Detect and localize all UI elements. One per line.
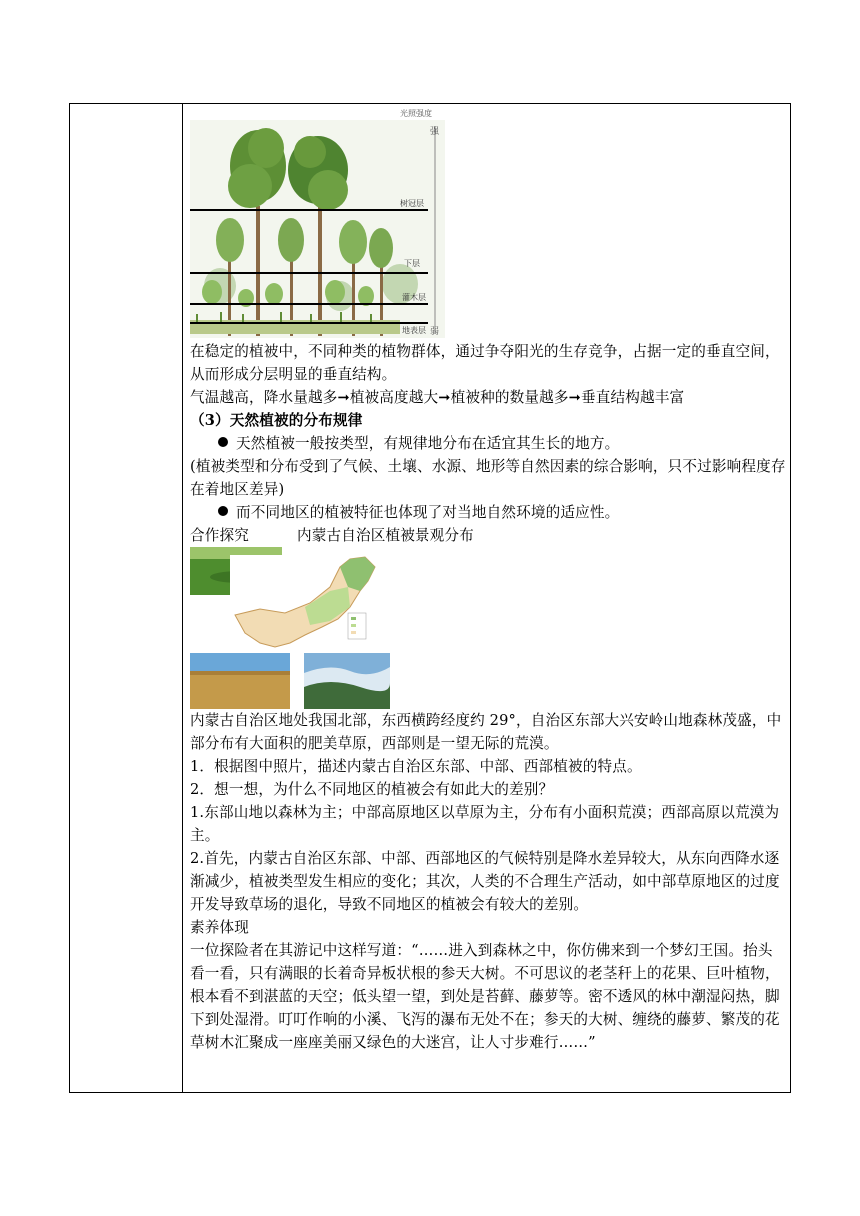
bullet-item-1 (190, 432, 787, 455)
section-heading-3: （3）天然植被的分布规律 (190, 412, 363, 429)
layer-label-canopy: 树冠层 (400, 199, 424, 208)
explore-title: 内蒙古自治区植被景观分布 (296, 527, 474, 544)
literacy-heading: 素养体现 (190, 919, 249, 936)
light-axis-title: 光照强度 (400, 109, 432, 118)
column-divider (182, 104, 183, 1092)
explore-heading (190, 524, 787, 547)
layer-label-lower: 下层 (404, 259, 420, 268)
light-weak-label: 弱 (430, 327, 440, 337)
paragraph-note: (植被类型和分布受到了气候、土壤、水源、地形等自然因素的综合影响，只不过影响程度存在着地区差异) (190, 458, 786, 498)
answer-2: 2.首先，内蒙古自治区东部、中部、西部地区的气候特别是降水差异较大，从东向西降水逐渐减少，植被类型发生相应的变化；其次，人类的不合理生产活动，如中部草原地区的过度开发导致草场的退化，导致不同地区的植被会有较大的差别。 (190, 850, 780, 913)
layer-label-ground: 地表层 (402, 326, 426, 335)
forest-layer-diagram (190, 106, 450, 340)
question-1: 1．根据图中照片，描述内蒙古自治区东部、中部、西部植被的特点。 (190, 758, 642, 775)
paragraph-inner-mongolia: 内蒙古自治区地处我国北部，东西横跨经度约 29°，自治区东部大兴安岭山地森林茂盛，中部分布有大面积的肥美草原，西部则是一望无际的荒漠。 (190, 712, 782, 752)
bullet-dot-icon (218, 437, 228, 447)
content-cell (190, 104, 787, 1054)
story-paragraph: 一位探险者在其游记中这样写道：“……进入到森林之中，你仿佛来到一个梦幻王国。抬头看一看，只有满眼的长着奇异板状根的参天大树。不可思议的老茎秆上的花果、巨叶植物，根本看不到湛蓝的天空；低头望一望，到处是苔藓、藤萝等。密不透风的林中潮湿闷热，脚下到处湿滑。叮叮作响的小溪、飞泻的瀑布无处不在；参天的大树、缠绕的藤萝、繁茂的花草树木汇聚成一座座美丽又绿色的大迷宫，让人寸步难行……” (190, 942, 780, 1051)
paragraph-vertical-structure: 在稳定的植被中，不同种类的植物群体，通过争夺阳光的生存竞争，占据一定的垂直空间，从而形成分层明显的垂直结构。 (190, 343, 780, 383)
layer-label-shrub: 灌木层 (402, 293, 426, 302)
bullet-item-2 (190, 501, 787, 524)
light-strong-label: 强 (430, 127, 440, 137)
bullet-text-2: 而不同地区的植被特征也体现了对当地自然环境的适应性。 (236, 504, 620, 521)
bullet-text-1: 天然植被一般按类型，有规律地分布在适宜其生长的地方。 (236, 435, 620, 452)
paragraph-chain: 气温越高，降水量越多➞植被高度越大➞植被种的数量越多➞垂直结构越丰富 (190, 389, 685, 406)
bullet-dot-icon (218, 506, 228, 516)
explore-label: 合作探究 (190, 527, 249, 544)
question-2: 2．想一想，为什么不同地区的植被会有如此大的差别？ (190, 781, 554, 798)
lesson-table (69, 103, 791, 1093)
inner-mongolia-figure (190, 547, 390, 709)
answer-1: 1.东部山地以森林为主；中部高原地区以草原为主，分布有小面积荒漠；西部高原以荒漠为主。 (190, 804, 780, 844)
